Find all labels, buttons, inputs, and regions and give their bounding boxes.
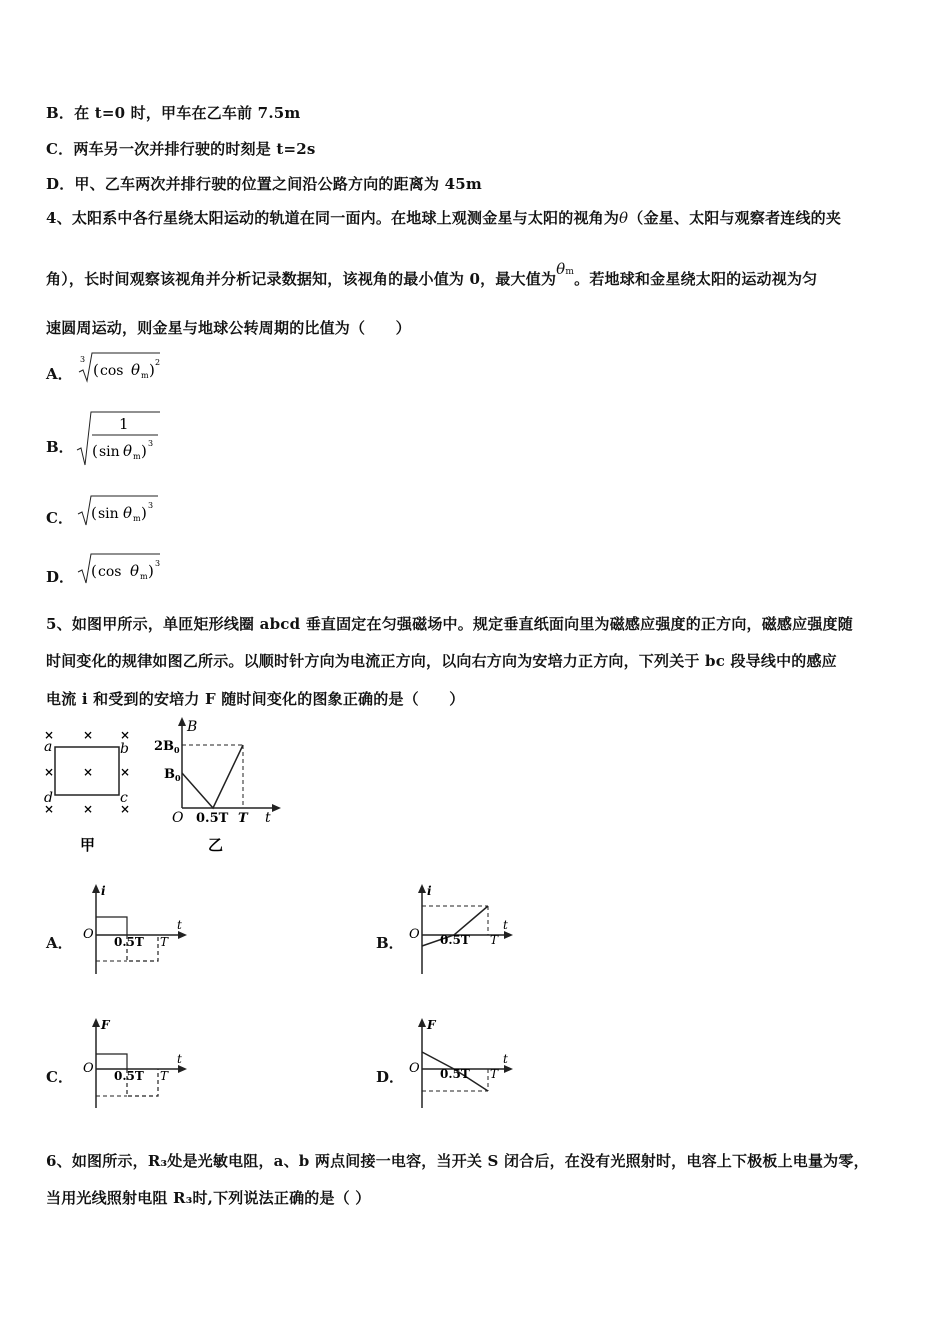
curve-positive [96,917,127,935]
q3-option-b: B．在 t=0 时，甲车在乙车前 7.5m [46,104,301,122]
q4-option-b-label: B． [46,438,74,456]
q5-stem-line3: 电流 i 和受到的安培力 F 随时间变化的图象正确的是（ ） [46,690,465,708]
numerator: 1 [119,415,129,433]
sub-m: m [141,371,149,380]
cross: × [83,728,94,742]
tick-half-T: 0.5T [196,811,229,826]
corner-c: c [120,790,128,806]
power: 3 [155,559,161,568]
field-crosses [44,728,130,816]
tick-T: T [490,933,499,947]
q5-option-c-graph [80,1016,200,1112]
corner-d: d [44,790,53,806]
tick-T: T [160,935,169,949]
origin: O [83,1061,94,1076]
q5-option-a-label: A． [46,934,73,952]
q4-option-c-formula [76,492,176,528]
paren-open: ( [91,562,97,580]
root-index: 3 [80,355,86,364]
tick-half-T: 0.5T [114,1069,144,1083]
corner-b: b [120,741,129,757]
tick-half-T: 0.5T [440,933,470,947]
tick-half-T: 0.5T [440,1067,470,1081]
paren-open: ( [93,361,99,379]
q5-option-b-label: B． [376,934,404,952]
q4-option-c-label: C． [46,509,73,527]
caption-jia: 甲 [80,836,96,854]
func: sin [99,444,120,460]
q5-stem-line1: 5、如图甲所示，单匝矩形线圈 abcd 垂直固定在匀强磁场中。规定垂直纸面向里为磁感应强度的正方向，磁感应强度随 [46,615,853,633]
cross: × [44,765,55,779]
axis-t: t [177,1052,182,1066]
paren-close: ) [148,562,154,580]
q4-option-a-label: A． [46,365,73,383]
power: 3 [148,439,154,448]
sub-m: m [133,514,141,523]
q6-stem-line2: 当用光线照射电阻 R₃时,下列说法正确的是（ ） [46,1189,371,1207]
paren-open: ( [91,504,97,522]
q3-option-c: C．两车另一次并排行驶的时刻是 t=2s [46,140,316,158]
q5-option-b-graph [406,882,526,978]
cross: × [44,802,55,816]
b-curve [182,745,243,808]
theta: θ [123,504,133,522]
axis-t: t [503,918,508,932]
sub-m: m [140,572,148,581]
power: 3 [148,501,154,510]
func: cos [98,564,122,580]
q3-option-d: D．甲、乙车两次并排行驶的位置之间沿公路方向的距离为 45m [46,175,482,193]
axis-t: t [177,918,182,932]
origin: O [172,810,184,826]
q6-stem-line1: 6、如图所示，R₃处是光敏电阻，a、b 两点间接一电容，当开关 S 闭合后，在没有光照射时，电容上下极板上电量为零， [46,1152,869,1170]
corner-a: a [44,739,53,755]
paren-open: ( [92,442,98,460]
y-axis-label: i [427,884,432,898]
cross: × [120,728,131,742]
func: sin [98,506,119,522]
q4-option-b-formula [76,408,176,470]
origin: O [409,1061,420,1076]
tick-half-T: 0.5T [114,935,144,949]
label-B: B [187,719,198,735]
origin: O [83,927,94,942]
y-axis-label: F [427,1018,436,1032]
q4-stem-line1: 4、太阳系中各行星绕太阳运动的轨道在同一面内。在地球上观测金星与太阳的视角为θ（金星、太阳与观察者连线的夹 [46,209,842,227]
q4-option-d-label: D． [46,568,75,586]
q5-option-a-graph [80,882,200,978]
sub-m: m [133,452,141,461]
figure-yi-b-t-graph [150,714,290,862]
label-2B0: $2B_0$ [154,739,180,755]
tick-T: T [160,1069,169,1083]
paren-close: ) [141,442,147,460]
y-axis-label: F [101,1018,110,1032]
y-axis-label: i [101,884,106,898]
theta: θ [130,562,140,580]
func: cos [100,363,124,379]
tick-T: T [490,1067,499,1081]
cross: × [120,765,131,779]
q4-stem-line3: 速圆周运动，则金星与地球公转周期的比值为（ ） [46,319,411,337]
q4-stem-line2: 角），长时间观察该视角并分析记录数据知，该视角的最小值为 0，最大值为θm。若地球和金星绕太阳的运动视为匀 [46,260,818,288]
cross: × [44,728,55,742]
theta: θ [123,442,133,460]
axis-t: t [265,810,271,826]
tick-T: T [238,811,248,826]
q5-option-d-label: D． [376,1068,405,1086]
cross: × [83,802,94,816]
paren-close: ) [149,361,155,379]
figure-jia-coil-in-field [40,722,150,862]
label-B0: $B_0$ [164,767,181,783]
curve-positive [96,1054,127,1069]
caption-yi: 乙 [208,836,224,854]
theta: θ [131,361,141,379]
q5-option-c-label: C． [46,1068,73,1086]
q4-option-a-formula [76,348,176,384]
cross: × [83,765,94,779]
q4-option-d-formula [76,550,176,586]
power: 2 [155,358,161,367]
q5-option-d-graph [406,1016,526,1112]
origin: O [409,927,420,942]
axis-t: t [503,1052,508,1066]
q5-stem-line2: 时间变化的规律如图乙所示。以顺时针方向为电流正方向，以向右方向为安培力正方向，下列关于 bc 段导线中的感应 [46,652,837,670]
paren-close: ) [141,504,147,522]
cross: × [120,802,131,816]
